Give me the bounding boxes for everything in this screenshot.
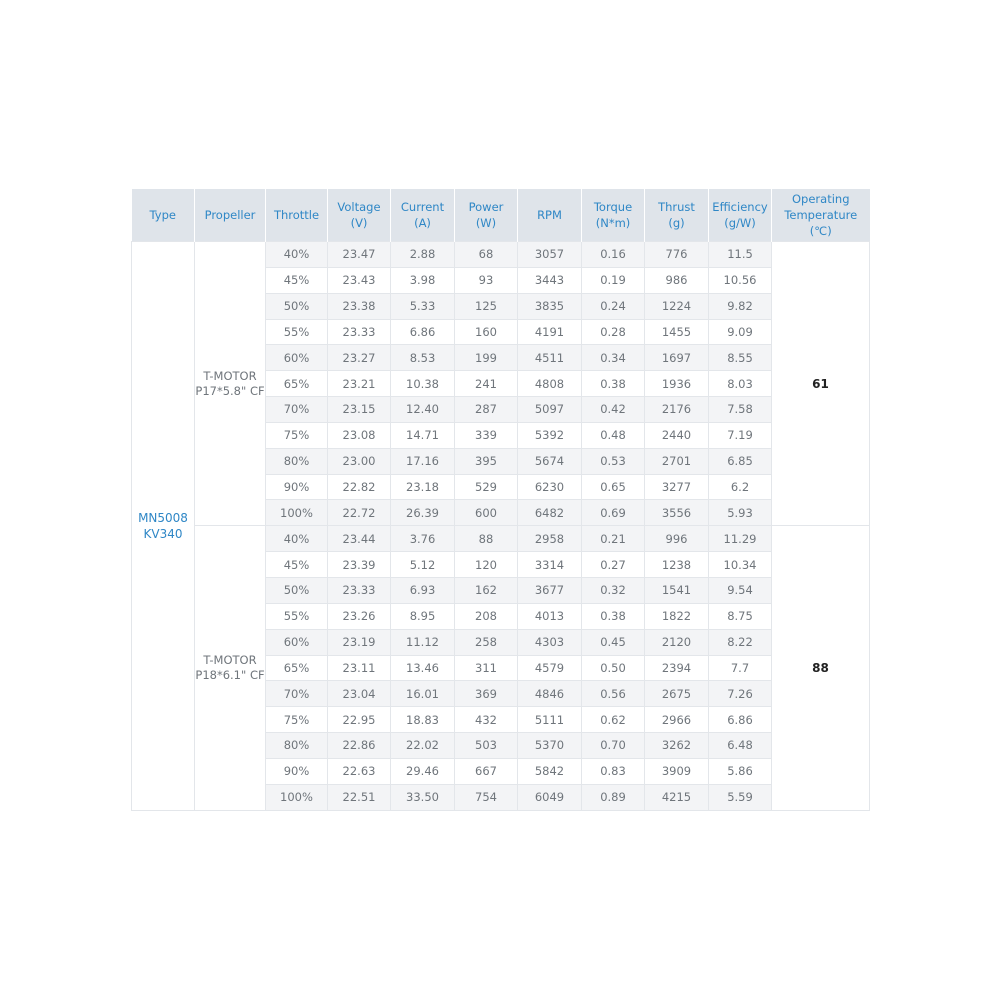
rpm-cell: 4511	[518, 345, 582, 371]
throttle-cell: 100%	[266, 784, 328, 810]
header-operating-temperature: Operating Temperature (℃)	[772, 189, 870, 242]
voltage-cell: 22.95	[328, 707, 391, 733]
table-row	[132, 242, 870, 268]
torque-cell: 0.50	[582, 655, 645, 681]
current-cell: 8.95	[391, 603, 455, 629]
power-cell: 432	[455, 707, 518, 733]
motor-test-data-table-container	[131, 189, 869, 811]
power-cell: 160	[455, 319, 518, 345]
efficiency-cell: 9.82	[709, 293, 772, 319]
power-cell: 162	[455, 577, 518, 603]
efficiency-cell: 9.54	[709, 577, 772, 603]
rpm-cell: 4846	[518, 681, 582, 707]
header-voltage: Voltage (V)	[328, 189, 391, 242]
power-cell: 600	[455, 500, 518, 526]
rpm-cell: 6482	[518, 500, 582, 526]
rpm-cell: 6230	[518, 474, 582, 500]
power-cell: 125	[455, 293, 518, 319]
torque-cell: 0.34	[582, 345, 645, 371]
power-cell: 667	[455, 758, 518, 784]
torque-cell: 0.19	[582, 267, 645, 293]
voltage-cell: 23.44	[328, 526, 391, 552]
rpm-cell: 3443	[518, 267, 582, 293]
current-cell: 12.40	[391, 397, 455, 423]
thrust-cell: 4215	[645, 784, 709, 810]
power-cell: 529	[455, 474, 518, 500]
current-cell: 2.88	[391, 242, 455, 268]
thrust-cell: 1238	[645, 552, 709, 578]
throttle-cell: 60%	[266, 345, 328, 371]
efficiency-cell: 8.03	[709, 371, 772, 397]
power-cell: 754	[455, 784, 518, 810]
throttle-cell: 50%	[266, 577, 328, 603]
current-cell: 16.01	[391, 681, 455, 707]
rpm-cell: 5674	[518, 448, 582, 474]
throttle-cell: 60%	[266, 629, 328, 655]
power-cell: 369	[455, 681, 518, 707]
current-cell: 29.46	[391, 758, 455, 784]
current-cell: 22.02	[391, 733, 455, 759]
throttle-cell: 75%	[266, 422, 328, 448]
efficiency-cell: 7.26	[709, 681, 772, 707]
thrust-cell: 1541	[645, 577, 709, 603]
table-body	[132, 242, 870, 811]
thrust-cell: 3277	[645, 474, 709, 500]
rpm-cell: 3057	[518, 242, 582, 268]
throttle-cell: 65%	[266, 655, 328, 681]
header-efficiency: Efficiency (g/W)	[709, 189, 772, 242]
thrust-cell: 2701	[645, 448, 709, 474]
voltage-cell: 22.86	[328, 733, 391, 759]
torque-cell: 0.38	[582, 371, 645, 397]
header-thrust: Thrust (g)	[645, 189, 709, 242]
thrust-cell: 1455	[645, 319, 709, 345]
torque-cell: 0.62	[582, 707, 645, 733]
efficiency-cell: 7.7	[709, 655, 772, 681]
efficiency-cell: 5.93	[709, 500, 772, 526]
voltage-cell: 23.33	[328, 577, 391, 603]
throttle-cell: 55%	[266, 319, 328, 345]
propeller-model: P18*6.1" CF	[195, 667, 265, 682]
rpm-cell: 3677	[518, 577, 582, 603]
efficiency-cell: 5.59	[709, 784, 772, 810]
propeller-model: P17*5.8" CF	[195, 383, 265, 398]
propeller-brand: T-MOTOR	[203, 368, 257, 383]
throttle-cell: 45%	[266, 552, 328, 578]
current-cell: 11.12	[391, 629, 455, 655]
efficiency-cell: 10.34	[709, 552, 772, 578]
torque-cell: 0.45	[582, 629, 645, 655]
operating-temperature-cell: 88	[772, 526, 870, 810]
throttle-cell: 55%	[266, 603, 328, 629]
throttle-cell: 40%	[266, 242, 328, 268]
efficiency-cell: 7.58	[709, 397, 772, 423]
propeller-cell	[195, 526, 266, 810]
current-cell: 26.39	[391, 500, 455, 526]
voltage-cell: 22.51	[328, 784, 391, 810]
torque-cell: 0.16	[582, 242, 645, 268]
voltage-cell: 23.26	[328, 603, 391, 629]
power-cell: 258	[455, 629, 518, 655]
propeller-brand: T-MOTOR	[203, 652, 257, 667]
torque-cell: 0.89	[582, 784, 645, 810]
torque-cell: 0.42	[582, 397, 645, 423]
rpm-cell: 5842	[518, 758, 582, 784]
torque-cell: 0.48	[582, 422, 645, 448]
voltage-cell: 23.43	[328, 267, 391, 293]
efficiency-cell: 7.19	[709, 422, 772, 448]
voltage-cell: 22.63	[328, 758, 391, 784]
current-cell: 17.16	[391, 448, 455, 474]
power-cell: 287	[455, 397, 518, 423]
power-cell: 199	[455, 345, 518, 371]
throttle-cell: 50%	[266, 293, 328, 319]
rpm-cell: 4579	[518, 655, 582, 681]
power-cell: 311	[455, 655, 518, 681]
header-torque: Torque (N*m)	[582, 189, 645, 242]
thrust-cell: 3556	[645, 500, 709, 526]
current-cell: 23.18	[391, 474, 455, 500]
thrust-cell: 996	[645, 526, 709, 552]
throttle-cell: 45%	[266, 267, 328, 293]
voltage-cell: 23.11	[328, 655, 391, 681]
header-throttle: Throttle	[266, 189, 328, 242]
propeller-cell	[195, 242, 266, 526]
power-cell: 93	[455, 267, 518, 293]
torque-cell: 0.83	[582, 758, 645, 784]
voltage-cell: 23.00	[328, 448, 391, 474]
rpm-cell: 5370	[518, 733, 582, 759]
rpm-cell: 3835	[518, 293, 582, 319]
torque-cell: 0.65	[582, 474, 645, 500]
thrust-cell: 2966	[645, 707, 709, 733]
throttle-cell: 40%	[266, 526, 328, 552]
operating-temperature-cell: 61	[772, 242, 870, 526]
power-cell: 208	[455, 603, 518, 629]
thrust-cell: 776	[645, 242, 709, 268]
torque-cell: 0.21	[582, 526, 645, 552]
rpm-cell: 4303	[518, 629, 582, 655]
power-cell: 241	[455, 371, 518, 397]
current-cell: 8.53	[391, 345, 455, 371]
efficiency-cell: 6.85	[709, 448, 772, 474]
rpm-cell: 3314	[518, 552, 582, 578]
rpm-cell: 2958	[518, 526, 582, 552]
voltage-cell: 23.33	[328, 319, 391, 345]
thrust-cell: 2176	[645, 397, 709, 423]
current-cell: 5.33	[391, 293, 455, 319]
thrust-cell: 2120	[645, 629, 709, 655]
efficiency-cell: 6.48	[709, 733, 772, 759]
current-cell: 18.83	[391, 707, 455, 733]
voltage-cell: 23.47	[328, 242, 391, 268]
motor-model: MN5008	[138, 510, 188, 525]
rpm-cell: 4013	[518, 603, 582, 629]
thrust-cell: 3909	[645, 758, 709, 784]
throttle-cell: 90%	[266, 758, 328, 784]
thrust-cell: 1936	[645, 371, 709, 397]
torque-cell: 0.28	[582, 319, 645, 345]
torque-cell: 0.56	[582, 681, 645, 707]
torque-cell: 0.53	[582, 448, 645, 474]
throttle-cell: 100%	[266, 500, 328, 526]
header-current: Current (A)	[391, 189, 455, 242]
header-rpm: RPM	[518, 189, 582, 242]
table-header-row	[132, 189, 870, 242]
throttle-cell: 80%	[266, 733, 328, 759]
voltage-cell: 23.08	[328, 422, 391, 448]
current-cell: 10.38	[391, 371, 455, 397]
voltage-cell: 23.04	[328, 681, 391, 707]
current-cell: 13.46	[391, 655, 455, 681]
efficiency-cell: 11.5	[709, 242, 772, 268]
current-cell: 33.50	[391, 784, 455, 810]
voltage-cell: 23.27	[328, 345, 391, 371]
throttle-cell: 90%	[266, 474, 328, 500]
voltage-cell: 23.15	[328, 397, 391, 423]
efficiency-cell: 11.29	[709, 526, 772, 552]
thrust-cell: 2440	[645, 422, 709, 448]
efficiency-cell: 5.86	[709, 758, 772, 784]
voltage-cell: 22.72	[328, 500, 391, 526]
rpm-cell: 4191	[518, 319, 582, 345]
current-cell: 6.93	[391, 577, 455, 603]
thrust-cell: 1697	[645, 345, 709, 371]
torque-cell: 0.24	[582, 293, 645, 319]
power-cell: 68	[455, 242, 518, 268]
efficiency-cell: 6.2	[709, 474, 772, 500]
torque-cell: 0.32	[582, 577, 645, 603]
throttle-cell: 75%	[266, 707, 328, 733]
rpm-cell: 4808	[518, 371, 582, 397]
efficiency-cell: 6.86	[709, 707, 772, 733]
rpm-cell: 5097	[518, 397, 582, 423]
torque-cell: 0.70	[582, 733, 645, 759]
torque-cell: 0.38	[582, 603, 645, 629]
voltage-cell: 22.82	[328, 474, 391, 500]
throttle-cell: 70%	[266, 397, 328, 423]
thrust-cell: 2675	[645, 681, 709, 707]
motor-type-cell	[132, 242, 195, 811]
rpm-cell: 5111	[518, 707, 582, 733]
efficiency-cell: 9.09	[709, 319, 772, 345]
power-cell: 395	[455, 448, 518, 474]
power-cell: 120	[455, 552, 518, 578]
current-cell: 14.71	[391, 422, 455, 448]
header-propeller: Propeller	[195, 189, 266, 242]
thrust-cell: 986	[645, 267, 709, 293]
voltage-cell: 23.38	[328, 293, 391, 319]
rpm-cell: 5392	[518, 422, 582, 448]
thrust-cell: 3262	[645, 733, 709, 759]
throttle-cell: 70%	[266, 681, 328, 707]
motor-kv: KV340	[143, 526, 183, 541]
efficiency-cell: 10.56	[709, 267, 772, 293]
power-cell: 88	[455, 526, 518, 552]
power-cell: 503	[455, 733, 518, 759]
current-cell: 3.98	[391, 267, 455, 293]
current-cell: 6.86	[391, 319, 455, 345]
torque-cell: 0.69	[582, 500, 645, 526]
power-cell: 339	[455, 422, 518, 448]
motor-test-data-table	[131, 189, 870, 811]
efficiency-cell: 8.22	[709, 629, 772, 655]
current-cell: 3.76	[391, 526, 455, 552]
voltage-cell: 23.21	[328, 371, 391, 397]
voltage-cell: 23.39	[328, 552, 391, 578]
voltage-cell: 23.19	[328, 629, 391, 655]
current-cell: 5.12	[391, 552, 455, 578]
header-power: Power (W)	[455, 189, 518, 242]
thrust-cell: 1224	[645, 293, 709, 319]
throttle-cell: 65%	[266, 371, 328, 397]
thrust-cell: 2394	[645, 655, 709, 681]
thrust-cell: 1822	[645, 603, 709, 629]
header-type: Type	[132, 189, 195, 242]
efficiency-cell: 8.55	[709, 345, 772, 371]
efficiency-cell: 8.75	[709, 603, 772, 629]
table-row	[132, 526, 870, 552]
torque-cell: 0.27	[582, 552, 645, 578]
rpm-cell: 6049	[518, 784, 582, 810]
throttle-cell: 80%	[266, 448, 328, 474]
